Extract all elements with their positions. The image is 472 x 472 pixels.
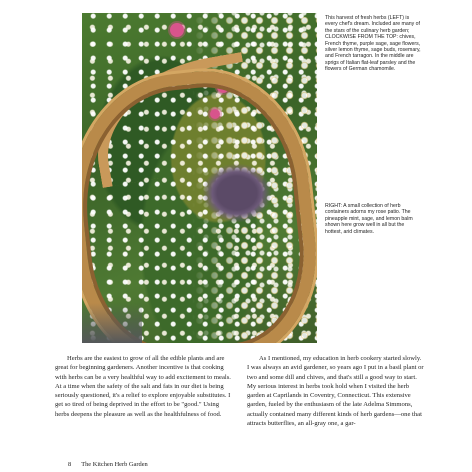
body-paragraph: Herbs are the easiest to grow of all the edible plants and are great for beginning gardeners. Another incentive is that cooking with herbs can be a very healthful way to add excitement to meals. At a time when the safety of the salt and fats in our diet is being seriously questioned, it's a relief to explore enjoyable substitutes. I get so tired of being deprived in the effort to be "good." Using herbs deepens the pleasure as well as the healthfulness of food. <box>55 355 231 418</box>
photo-caption-right: RIGHT: A small collection of herb containers adorns my rose patio. The pineapple mint, sage, and lemon balm shown here grow well in all but the hottest, arid climates. <box>325 203 413 235</box>
running-title: The Kitchen Herb Garden <box>81 461 148 468</box>
body-column-left <box>55 354 233 419</box>
page-footer <box>68 461 148 468</box>
patio-ground <box>82 303 142 343</box>
pink-flower <box>170 23 184 37</box>
purple-sage <box>202 163 272 223</box>
body-column-right <box>247 354 425 428</box>
body-paragraph: As I mentioned, my education in herb cookery started slowly. I was always an avid gardener, so years ago I put in a basil plant or two and some dill and chives, and that's still a good way to start. My serious interest in herbs took hold when I visited the herb garden at Caprilands in Coventry, Connecticut. This extensive garden, fueled by the enthusiasm of the late Adelma Simmons, actually contained many different kinds of herb gardens—one that attracts butterflies, an all-gray one, a gar- <box>247 355 424 428</box>
page-number: 8 <box>68 461 72 468</box>
herb-basket-photo <box>82 13 317 343</box>
photo-caption-top: This harvest of fresh herbs (LEFT) is every chef's dream. Included are many of the stars of the culinary herb garden; CLOCKWISE FROM THE TOP: chives, French thyme, purple sage, sage flowers, silver lemon thyme, sage buds, rosemary, and French tarragon. In the middle are sprigs of Italian flat-leaf parsley and the flowers of German chamomile. <box>325 15 421 73</box>
